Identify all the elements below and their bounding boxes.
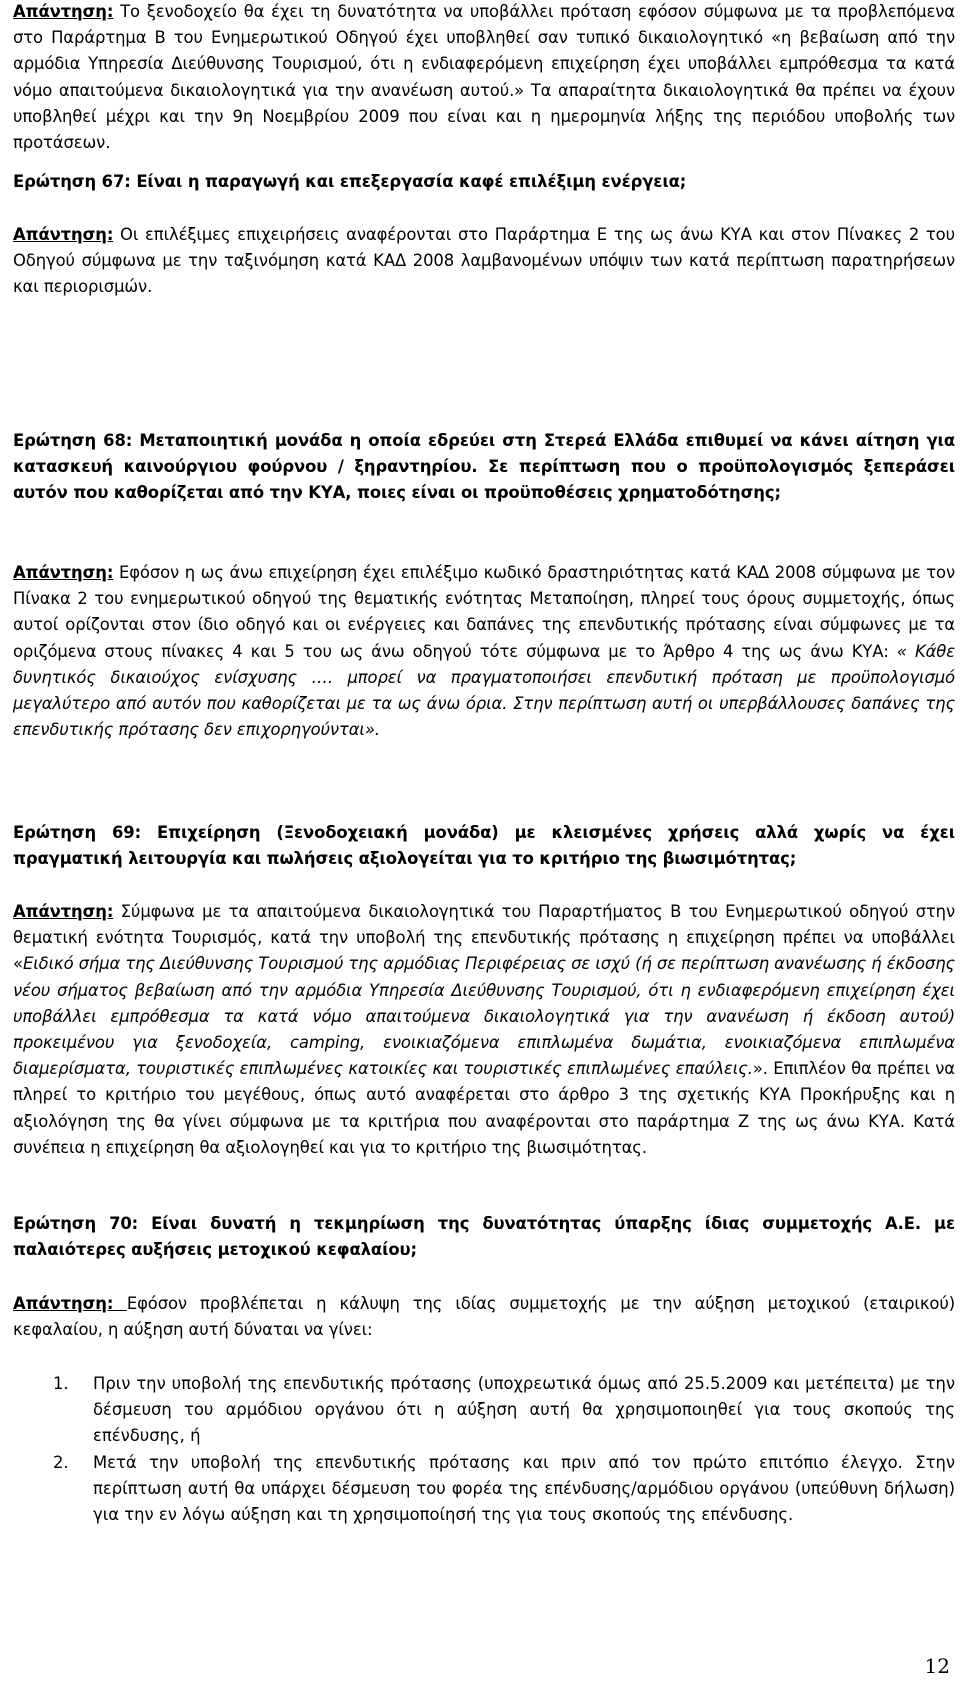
answer-text-cont: ». Επιπλέον θα πρέπει να πληρεί το κριτήριο του μεγέθους, όπως αυτό αναφέρεται στο άρθρο 3 της σχετικής ΚΥΑ Προκήρυξης και η αξιολόγηση της θα γίνει σύμφωνα με τα κριτήρια που αναφέρονται στο παράρτημα Ζ της ως άνω ΚΥΑ. Κατά συνέπεια η επιχείρηση θα αξιολογηθεί και για το κριτήριο της βιωσιμότητας. xyxy=(13,1059,956,1157)
answer-text: Το ξενοδοχείο θα έχει τη δυνατότητα να υποβάλλει πρόταση εφόσον σύμφωνα με τα προβλεπόμενα στο Παράρτημα Β του Ενημερωτικού Οδηγού έχει υποβληθεί σαν τυπικό δικαιολογητικό «η βεβαίωση από την αρμόδια Υπηρεσία Διεύθυνσης Τουρισμού, ότι η ενδιαφερόμενη επιχείρηση έχει υποβάλλει εμπρόθεσμα τα κατά νόμο απαιτούμενα δικαιολογητικά για την ανανέωση αυτού.» Τα απαραίτητα δικαιολογητικά θα πρέπει να έχουν υποβληθεί μέχρι και την 9η Νοεμβρίου 2009 που είναι και η ημερομηνία λήξης της περιόδου υποβολής των προτάσεων. xyxy=(13,2,955,153)
answer-text: Εφόσον προβλέπεται η κάλυψη της ιδίας συμμετοχής με την αύξηση μετοχικού (εταιρικού) κεφαλαίου, η αύξηση αυτή δύναται να γίνει: xyxy=(13,1294,955,1340)
numbered-list xyxy=(13,1371,955,1528)
answer-quote: « Κάθε δυνητικός δικαιούχος ενίσχυσης …. μπορεί να πραγματοποιήσει επενδυτική πρόταση με προϋπολογισμό μεγαλύτερο από αυτόν που καθορίζεται με τα ως άνω όρια. Στην περίπτωση αυτή οι υπερβάλλουσες δαπάνες της επενδυτικής πρότασης δεν επιχορηγούνται». xyxy=(13,641,955,740)
document-page xyxy=(13,0,955,1685)
list-item-number: 2. xyxy=(53,1452,69,1472)
answer-text: Σύμφωνα με τα απαιτούμενα δικαιολογητικά του Παραρτήματος Β του Ενημερωτικού οδηγού στην θεματική ενότητα Τουρισμός, κατά την υποβολή της επενδυτικής πρότασης η επιχείρηση πρέπει να υποβάλλει « xyxy=(13,902,955,974)
answer-69 xyxy=(13,899,955,1161)
answer-label: Απάντηση: xyxy=(13,225,114,244)
list-item-text: Πριν την υποβολή της επενδυτικής πρότασης (υποχρεωτικά όμως από 25.5.2009 και μετέπειτα) με την δέσμευση του αρμόδιου οργάνου ότι η αύξηση αυτή θα χρησιμοποιηθεί για τους σκοπούς της επένδυσης, ή xyxy=(93,1374,955,1446)
answer-quote: Ειδικό σήμα της Διεύθυνσης Τουρισμού της αρμόδιας Περιφέρειας σε ισχύ (ή σε περίπτωση ανανέωσης ή έκδοσης νέου σήματος βεβαίωση από την αρμόδια Υπηρεσία Διεύθυνσης Τουρισμού, ότι η ενδιαφερόμενη επιχείρηση έχει υποβάλλει εμπρόθεσμα τα κατά νόμο απαιτούμενα δικαιολογητικά για την ανανέωση ή έκδοση αυτού) προκειμένου για ξενοδοχεία, camping, ενοικιαζόμενα επιπλωμένα δωμάτια, ενοικιαζόμενα επιπλωμένα διαμερίσματα, τουριστικές επιπλωμένες κατοικίες και τουριστικές επιπλωμένες επαύλεις. xyxy=(13,954,955,1079)
question-67: Ερώτηση 67: Είναι η παραγωγή και επεξεργασία καφέ επιλέξιμη ενέργεια; xyxy=(13,172,687,191)
answer-67 xyxy=(13,222,955,301)
question-68: Ερώτηση 68: Μεταποιητική μονάδα η οποία εδρεύει στη Στερεά Ελλάδα επιθυμεί να κάνει αίτηση για κατασκευή καινούργιου φούρνου / ξηραντηρίου. Σε περίπτωση που ο προϋπολογισμός ξεπεράσει αυτόν που καθορίζεται από την ΚΥΑ, ποιες είναι οι προϋποθέσεις χρηματοδότησης; xyxy=(13,431,955,503)
answer-label: Απάντηση: xyxy=(13,1294,127,1313)
answer-text: Οι επιλέξιμες επιχειρήσεις αναφέρονται στο Παράρτημα Ε της ως άνω ΚΥΑ και στον Πίνακες 2 του Οδηγού σύμφωνα με την ταξινόμηση κατά ΚΑΔ 2008 λαμβανομένων υπόψιν των κατά περίπτωση παρατηρήσεων και περιορισμών. xyxy=(13,225,955,297)
answer-70 xyxy=(13,1291,955,1343)
list-item-text: Μετά την υποβολή της επενδυτικής πρότασης και πριν από τον πρώτο επιτόπιο έλεγχο. Στην περίπτωση αυτή θα υπάρχει δέσμευση του φορέα της επένδυσης/αρμόδιου οργάνου (υπεύθυνη δήλωση) για την εν λόγω αύξηση και τη χρησιμοποίησή της για τους σκοπούς της επένδυσης. xyxy=(93,1452,955,1525)
question-70: Ερώτηση 70: Είναι δυνατή η τεκμηρίωση της δυνατότητας ύπαρξης ίδιας συμμετοχής Α.Ε. με παλαιότερες αυξήσεις μετοχικού κεφαλαίου; xyxy=(13,1214,955,1260)
answer-label: Απάντηση: xyxy=(13,563,114,582)
question-69: Ερώτηση 69: Επιχείρηση (Ξενοδοχειακή μονάδα) με κλεισμένες χρήσεις αλλά χωρίς να έχει πραγματική λειτουργία και πωλήσεις αξιολογείται για το κριτήριο της βιωσιμότητας; xyxy=(13,823,955,869)
page-number: 12 xyxy=(924,1654,950,1678)
list-item-number: 1. xyxy=(53,1374,69,1393)
answer-paragraph-continued xyxy=(13,0,955,156)
answer-label: Απάντηση: xyxy=(13,902,114,921)
list-item xyxy=(13,1450,955,1529)
answer-text: Εφόσον η ως άνω επιχείρηση έχει επιλέξιμο κωδικό δραστηριότητας κατά ΚΑΔ 2008 σύμφωνα με τον Πίνακα 2 του ενημερωτικού οδηγού της θεματικής ενότητας Μεταποίηση, πληρεί τους όρους συμμετοχής, όπως αυτοί ορίζονται στον ίδιο οδηγό και οι ενέργειες και δαπάνες της επενδυτικής πρότασης είναι σύμφωνες με τα οριζόμενα στους πίνακες 4 και 5 του ως άνω οδηγού τότε σύμφωνα με το Άρθρο 4 της ως άνω ΚΥΑ: xyxy=(13,563,955,661)
answer-label: Απάντηση: xyxy=(13,2,114,21)
list-item xyxy=(13,1371,955,1450)
answer-68 xyxy=(13,560,955,743)
